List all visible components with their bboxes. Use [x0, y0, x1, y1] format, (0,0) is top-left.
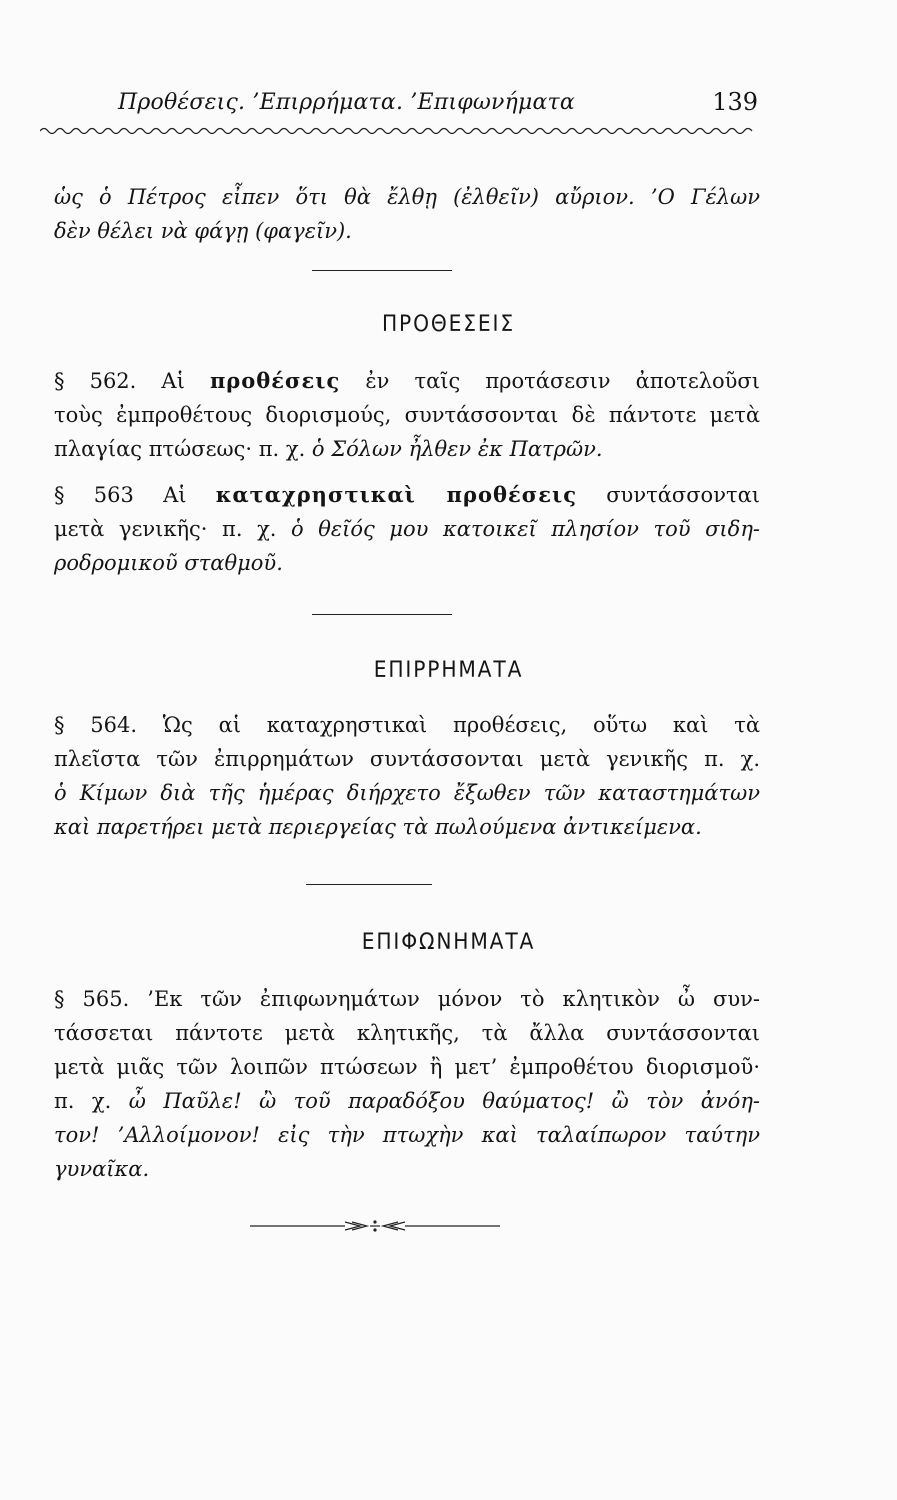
- text-line: δὲν θέλει νὰ φάγῃ (φαγεῖν).: [54, 219, 352, 243]
- section-divider: [306, 884, 432, 885]
- text-line: [54, 1152, 760, 1186]
- example-italic: ὁ θεῖός μου κατοικεῖ πλησίον τοῦ σιδη-: [291, 517, 760, 541]
- text-run: τοὺς ἐμπροθέτους διορισμούς, συντάσσονται δὲ πάντοτε μετὰ: [54, 403, 760, 427]
- intro-paragraph: [54, 180, 760, 248]
- section-heading-epifonimata: ΕΠΙΦΩΝΗΜΑΤΑ: [361, 930, 536, 955]
- term-bold: προθέσεις: [209, 368, 341, 393]
- text-line: [54, 742, 760, 776]
- example-italic: ὦ Παῦλε! ὢ τοῦ παραδόξου θαύματος! ὢ τὸν ἀνόη-: [128, 1089, 760, 1113]
- text-line: [54, 810, 760, 844]
- example-italic: ὁ Κίμων διὰ τῆς ἡμέρας διήρχετο ἔξωθεν τῶν καταστημάτων: [54, 781, 760, 805]
- example-italic: γυναῖκα.: [54, 1157, 150, 1181]
- section-heading-prothesis: ΠΡΟΘΕΣΕΙΣ: [382, 312, 515, 337]
- end-ornament-icon: [250, 1218, 500, 1234]
- example-italic: ροδρομικοῦ σταθμοῦ.: [54, 551, 283, 575]
- running-header: [118, 86, 758, 122]
- text-run: § 562. Αἱ: [54, 369, 210, 393]
- page-number: 139: [712, 88, 758, 116]
- text-run: π. χ.: [54, 1089, 129, 1113]
- text-run: § 565. ’Εκ τῶν ἐπιφωνημάτων μόνον τὸ κλητικὸν ὦ συν-: [54, 987, 760, 1011]
- text-line: [54, 364, 760, 398]
- header-title: Προθέσεις. ’Επιρρήματα. ’Επιφωνήματα: [118, 90, 575, 115]
- text-run: μετὰ γενικῆς· π. χ.: [54, 517, 292, 541]
- text-run: § 563 Αἱ: [54, 483, 216, 507]
- text-line: [54, 1084, 760, 1118]
- example-italic: ὁ Σόλων ἦλθεν ἐκ Πατρῶν.: [311, 437, 603, 461]
- text-run: § 564. Ὡς αἱ καταχρηστικαὶ προθέσεις, οὕτω καὶ τὰ: [54, 713, 760, 737]
- text-run: τάσσεται πάντοτε μετὰ κλητικῆς, τὰ ἄλλα συντάσσονται: [54, 1021, 760, 1045]
- term-bold: καταχρηστικαὶ προθέσεις: [215, 482, 577, 507]
- paragraph-564: [54, 708, 760, 844]
- text-line: [54, 478, 760, 512]
- text-line: ὡς ὁ Πέτρος εἶπεν ὅτι θὰ ἔλθῃ (ἐλθεῖν) αὔριον. ’Ο Γέλων: [54, 185, 760, 209]
- text-run: ἐν ταῖς προτάσεσιν ἀποτελοῦσι: [340, 369, 760, 393]
- text-line: [54, 1050, 760, 1084]
- text-line: [54, 432, 760, 466]
- text-run: πλεῖστα τῶν ἐπιρρημάτων συντάσσονται μετὰ γενικῆς π. χ.: [54, 747, 760, 771]
- text-line: [54, 1118, 760, 1152]
- text-line: [54, 1016, 760, 1050]
- section-divider: [312, 270, 452, 271]
- paragraph-563: [54, 478, 760, 580]
- header-wavy-rule: [40, 124, 758, 138]
- section-heading-epirrimata: ΕΠΙΡΡΗΜΑΤΑ: [373, 658, 524, 683]
- text-run: συντάσσονται: [576, 483, 761, 507]
- example-italic: καὶ παρετήρει μετὰ περιεργείας τὰ πωλούμενα ἀντικείμενα.: [54, 815, 702, 839]
- text-line: [54, 512, 760, 546]
- example-italic: τον! ’Αλλοίμονον! εἰς τὴν πτωχὴν καὶ ταλαίπωρον ταύτην: [54, 1123, 760, 1147]
- text-line: [54, 776, 760, 810]
- text-line: [54, 546, 760, 580]
- text-run: πλαγίας πτώσεως· π. χ.: [54, 437, 312, 461]
- paragraph-562: [54, 364, 760, 466]
- text-line: [54, 398, 760, 432]
- text-line: [54, 708, 760, 742]
- paragraph-565: [54, 982, 760, 1186]
- section-divider: [312, 614, 452, 615]
- text-line: [54, 982, 760, 1016]
- text-run: μετὰ μιᾶς τῶν λοιπῶν πτώσεων ἢ μετ’ ἐμπροθέτου διορισμοῦ·: [54, 1055, 760, 1079]
